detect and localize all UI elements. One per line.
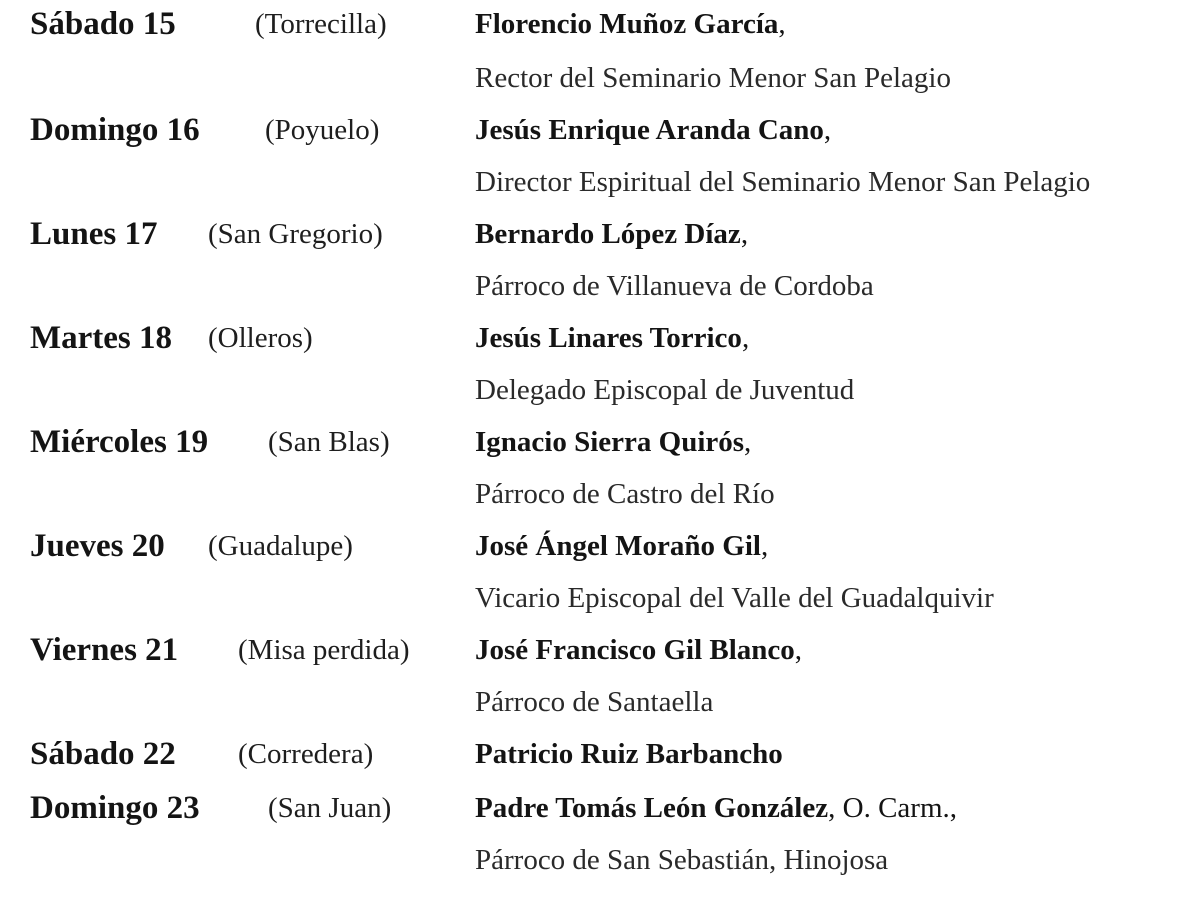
entry-day: Miércoles 19 [30, 424, 209, 460]
entry-day: Sábado 22 [30, 736, 176, 772]
entry-day: Viernes 21 [30, 632, 179, 668]
entry-place: (Guadalupe) [208, 530, 353, 562]
entry-person [475, 0, 786, 50]
schedule-entry [0, 782, 1200, 834]
entry-role: Párroco de Castro del Río [475, 478, 775, 510]
entry-suffix: , [741, 322, 750, 354]
entry-name: Florencio Muñoz García [475, 8, 779, 40]
entry-person [475, 208, 748, 260]
schedule-entry [0, 520, 1200, 572]
entry-person [475, 312, 749, 364]
entry-place: (Misa perdida) [238, 634, 410, 666]
entry-role: Párroco de San Sebastián, Hinojosa [475, 844, 889, 876]
schedule-entry [0, 416, 1200, 468]
schedule-entry-role-line [0, 260, 1200, 312]
entry-person [475, 104, 831, 156]
entry-role: Rector del Seminario Menor San Pelagio [475, 62, 951, 94]
entry-name: Patricio Ruiz Barbancho [475, 738, 783, 770]
schedule-entry [0, 0, 1200, 50]
entry-place: (San Juan) [268, 792, 392, 824]
schedule-entry-role-line [0, 468, 1200, 520]
entry-name: José Francisco Gil Blanco [475, 634, 795, 666]
entry-name: Bernardo López Díaz [475, 218, 741, 250]
schedule-entry-role-line [0, 834, 1200, 886]
entry-name: José Ángel Moraño Gil [475, 530, 761, 562]
entry-suffix: , [823, 114, 832, 146]
entry-role: Vicario Episcopal del Valle del Guadalquivir [475, 582, 994, 614]
entry-person [475, 624, 802, 676]
entry-person [475, 416, 751, 468]
entry-place: (Corredera) [238, 738, 374, 770]
entry-role: Delegado Episcopal de Juventud [475, 374, 855, 406]
entry-day: Domingo 23 [30, 790, 200, 826]
entry-day: Lunes 17 [30, 216, 158, 252]
entry-suffix: , [760, 530, 769, 562]
entry-name: Padre Tomás León González [475, 792, 829, 824]
schedule-entry [0, 728, 1200, 780]
entry-person [475, 782, 957, 834]
entry-role: Párroco de Santaella [475, 686, 714, 718]
entry-place: (Olleros) [208, 322, 313, 354]
schedule-entry [0, 104, 1200, 156]
entry-name: Jesús Enrique Aranda Cano [475, 114, 824, 146]
entry-suffix: , [778, 8, 786, 40]
entry-role: Párroco de Villanueva de Cordoba [475, 270, 874, 302]
entry-suffix: , [794, 634, 803, 666]
schedule-entry-role-line [0, 52, 1200, 104]
schedule-entry-role-line [0, 572, 1200, 624]
entry-suffix: , [744, 426, 752, 458]
entry-day: Sábado 15 [30, 6, 176, 42]
entry-role: Director Espiritual del Seminario Menor San Pelagio [475, 166, 1091, 198]
entry-place: (Torrecilla) [255, 8, 387, 40]
entry-place: (San Blas) [268, 426, 390, 458]
entry-name: Ignacio Sierra Quirós [475, 426, 745, 458]
schedule-entry-role-line [0, 676, 1200, 728]
entry-person [475, 728, 783, 780]
entry-suffix: , O. Carm., [828, 792, 957, 824]
entry-day: Domingo 16 [30, 112, 200, 148]
schedule-entry [0, 624, 1200, 676]
entry-suffix: , [740, 218, 749, 250]
entry-day: Martes 18 [30, 320, 173, 356]
entry-place: (San Gregorio) [208, 218, 383, 250]
schedule-entry [0, 312, 1200, 364]
schedule-entry-role-line [0, 156, 1200, 208]
entry-name: Jesús Linares Torrico [475, 322, 742, 354]
entry-person [475, 520, 768, 572]
schedule-entry-role-line [0, 364, 1200, 416]
entry-place: (Poyuelo) [265, 114, 380, 146]
schedule-entry [0, 208, 1200, 260]
entry-day: Jueves 20 [30, 528, 165, 564]
